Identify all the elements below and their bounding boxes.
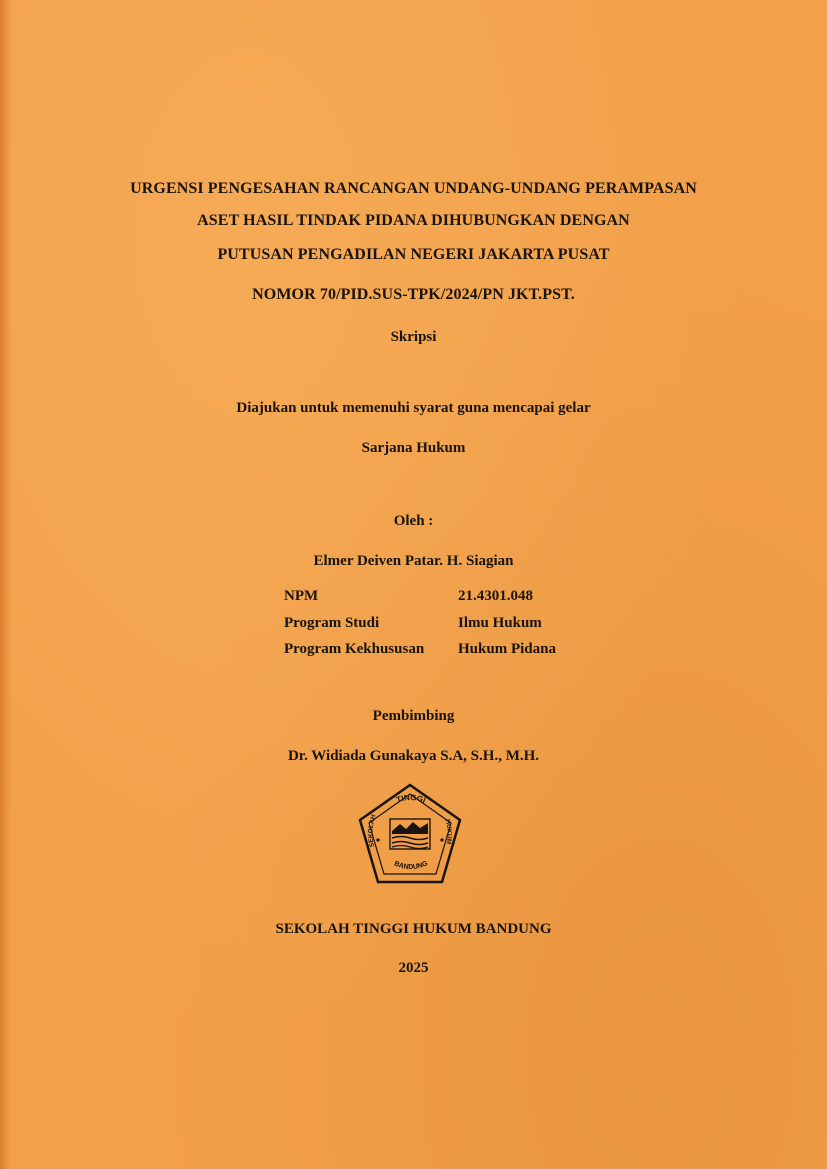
emblem-top-text: TINGGI — [395, 792, 427, 805]
institution-emblem-icon — [356, 782, 464, 886]
npm-value: 21.4301.048 — [458, 588, 533, 604]
binding-edge — [0, 0, 12, 1169]
supervisor-label: Pembimbing — [372, 708, 455, 724]
title-line-4: NOMOR 70/PID.SUS-TPK/2024/PN JKT.PST. — [252, 286, 575, 303]
purpose-line-1: Diajukan untuk memenuhi syarat guna mencapai gelar — [236, 400, 591, 416]
by-label: Oleh : — [393, 513, 434, 529]
svg-text:HUKUM — [444, 819, 453, 845]
svg-text:BANDUNG — [393, 860, 430, 871]
emblem-bottom-text: BANDUNG — [392, 860, 429, 872]
program-studi-label: Program Studi — [284, 615, 380, 631]
emblem-right-text: HUKUM — [443, 818, 453, 845]
year: 2025 — [398, 960, 429, 976]
institution-name: SEKOLAH TINGGI HUKUM BANDUNG — [275, 921, 552, 937]
title-line-3: PUTUSAN PENGADILAN NEGERI JAKARTA PUSAT — [217, 246, 610, 263]
program-kekhususan-label: Program Kekhususan — [284, 641, 425, 657]
program-studi-value: Ilmu Hukum — [458, 615, 542, 631]
title-line-2: ASET HASIL TINDAK PIDANA DIHUBUNGKAN DENGAN — [197, 212, 630, 229]
npm-label: NPM — [284, 588, 319, 604]
title-line-1: URGENSI PENGESAHAN RANCANGAN UNDANG-UNDANG PERAMPASAN — [130, 180, 697, 197]
program-kekhususan-value: Hukum Pidana — [458, 641, 556, 657]
svg-text:SEKOLAH — [367, 813, 377, 847]
emblem-left-text: SEKOLAH — [367, 813, 378, 848]
supervisor-name: Dr. Widiada Gunakaya S.A, S.H., M.H. — [287, 748, 540, 764]
purpose-line-2: Sarjana Hukum — [361, 440, 466, 456]
document-type: Skripsi — [390, 329, 437, 345]
author-name: Elmer Deiven Patar. H. Siagian — [313, 553, 514, 569]
